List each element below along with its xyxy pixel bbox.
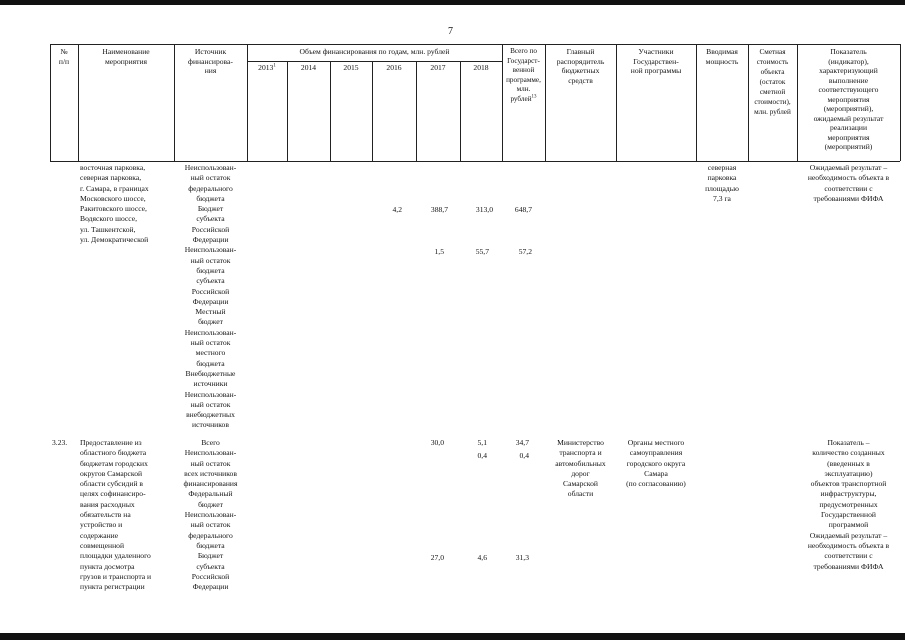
header-year-2015: 2015 bbox=[343, 63, 359, 72]
header-year-2017: 2017 bbox=[430, 63, 446, 72]
value-2016: 4,2 bbox=[392, 205, 402, 214]
header-year-2016: 2016 bbox=[386, 63, 402, 72]
header-year-2018: 2018 bbox=[473, 63, 489, 72]
value-2018-total: 5,1 bbox=[477, 438, 487, 447]
event-name: Предоставление из областного бюджета бюджетам городских округов Самарской области субсидий в целях софинансиро- вания расходных обязательств на устройство и содержание совмещенной площадки удаленного пункта досмотра грузов и транспорта и пункта регистрации bbox=[80, 438, 152, 592]
expected-result: Ожидаемый результат – необходимость объекта в соответствии с требованиями ФИФА bbox=[807, 163, 890, 203]
item-number: 3.23. bbox=[52, 438, 68, 447]
indicator-and-result: Показатель – количество созданных (введенных в эксплуатацию) объектов транспортной инфраструктуры, предусмотренных Государственной программой Ожидаемый результат – необходимость объекта в соответствии с требованиями ФИФА bbox=[807, 438, 890, 571]
value-2017-total: 30,0 bbox=[430, 438, 444, 447]
value-total: 648,7 bbox=[514, 205, 532, 214]
funding-sources-list: Всего Неиспользован- ный остаток всех источников финансирования Федеральный бюджет Неиспользован- ный остаток федерального бюджета Бюджет субъекта Российской Федерации bbox=[183, 438, 238, 592]
header-indicator: Показатель (индикатор), характеризующий выполнение соответствующего мероприятия (мероприятий), ожидаемый результат реализации мероприятия (мероприятий) bbox=[813, 47, 884, 151]
value-total-all: 34,7 bbox=[515, 438, 529, 447]
header-estimated-cost: Сметная стоимость объекта (остаток сметной стоимости), млн. рублей bbox=[754, 48, 791, 116]
header-capacity: Вводимая мощность bbox=[705, 47, 739, 66]
value-2018-subject: 4,6 bbox=[477, 553, 487, 562]
value-2018: 313,0 bbox=[475, 205, 493, 214]
program-participants: Органы местного самоуправления городского округа Самара (по согласованию) bbox=[626, 438, 686, 489]
top-scan-border bbox=[0, 0, 905, 5]
value-2017-subject: 27,0 bbox=[430, 553, 444, 562]
value-2018-unused: 0,4 bbox=[477, 451, 487, 460]
funding-sources-list: Неиспользован- ный остаток федерального бюджета Бюджет субъекта Российской Федерации Неиспользован- ный остаток бюджета субъекта Российской Федерации Местный бюджет Неиспользован- ный остаток местного бюджета Внебюджетные источники Неиспользован- ный остаток внебюджетных источников bbox=[184, 163, 237, 430]
bottom-scan-border bbox=[0, 633, 905, 640]
header-number: № п/п bbox=[58, 47, 70, 66]
header-total-program: Всего по Государст- венной программе, млн. рублей$^{13}$ bbox=[506, 47, 541, 103]
header-funding-source: Источник финансирова- ния bbox=[188, 47, 233, 75]
header-budget-manager: Главный распорядитель бюджетных средств bbox=[556, 47, 605, 85]
budget-manager: Министерство транспорта и автомобильных дорог Самарской области bbox=[555, 438, 606, 499]
event-name-continuation: восточная парковка, северная парковка, г. Самара, в границах Московского шоссе, Ракитовского шоссе, Водяского шоссе, ул. Ташкентской, ул. Демократической bbox=[80, 163, 149, 245]
header-year-2013: 2013$^1$ bbox=[258, 63, 276, 72]
page-number: 7 bbox=[448, 26, 453, 37]
value-2017-unused: 1,5 bbox=[434, 247, 444, 256]
header-funding-by-years: Объем финансирования по годам, млн. рублей bbox=[299, 47, 450, 56]
value-2017: 388,7 bbox=[430, 205, 448, 214]
value-total-unused: 0,4 bbox=[519, 451, 529, 460]
value-2018-unused: 55,7 bbox=[475, 247, 489, 256]
header-year-2014: 2014 bbox=[300, 63, 317, 72]
value-total-unused: 57,2 bbox=[518, 247, 532, 256]
header-event-name: Наименование мероприятия bbox=[102, 47, 150, 66]
capacity-value: северная парковка площадью 7,3 га bbox=[705, 163, 739, 203]
value-total-subject: 31,3 bbox=[515, 553, 529, 562]
header-program-participants: Участники Государствен- ной программы bbox=[630, 47, 682, 75]
